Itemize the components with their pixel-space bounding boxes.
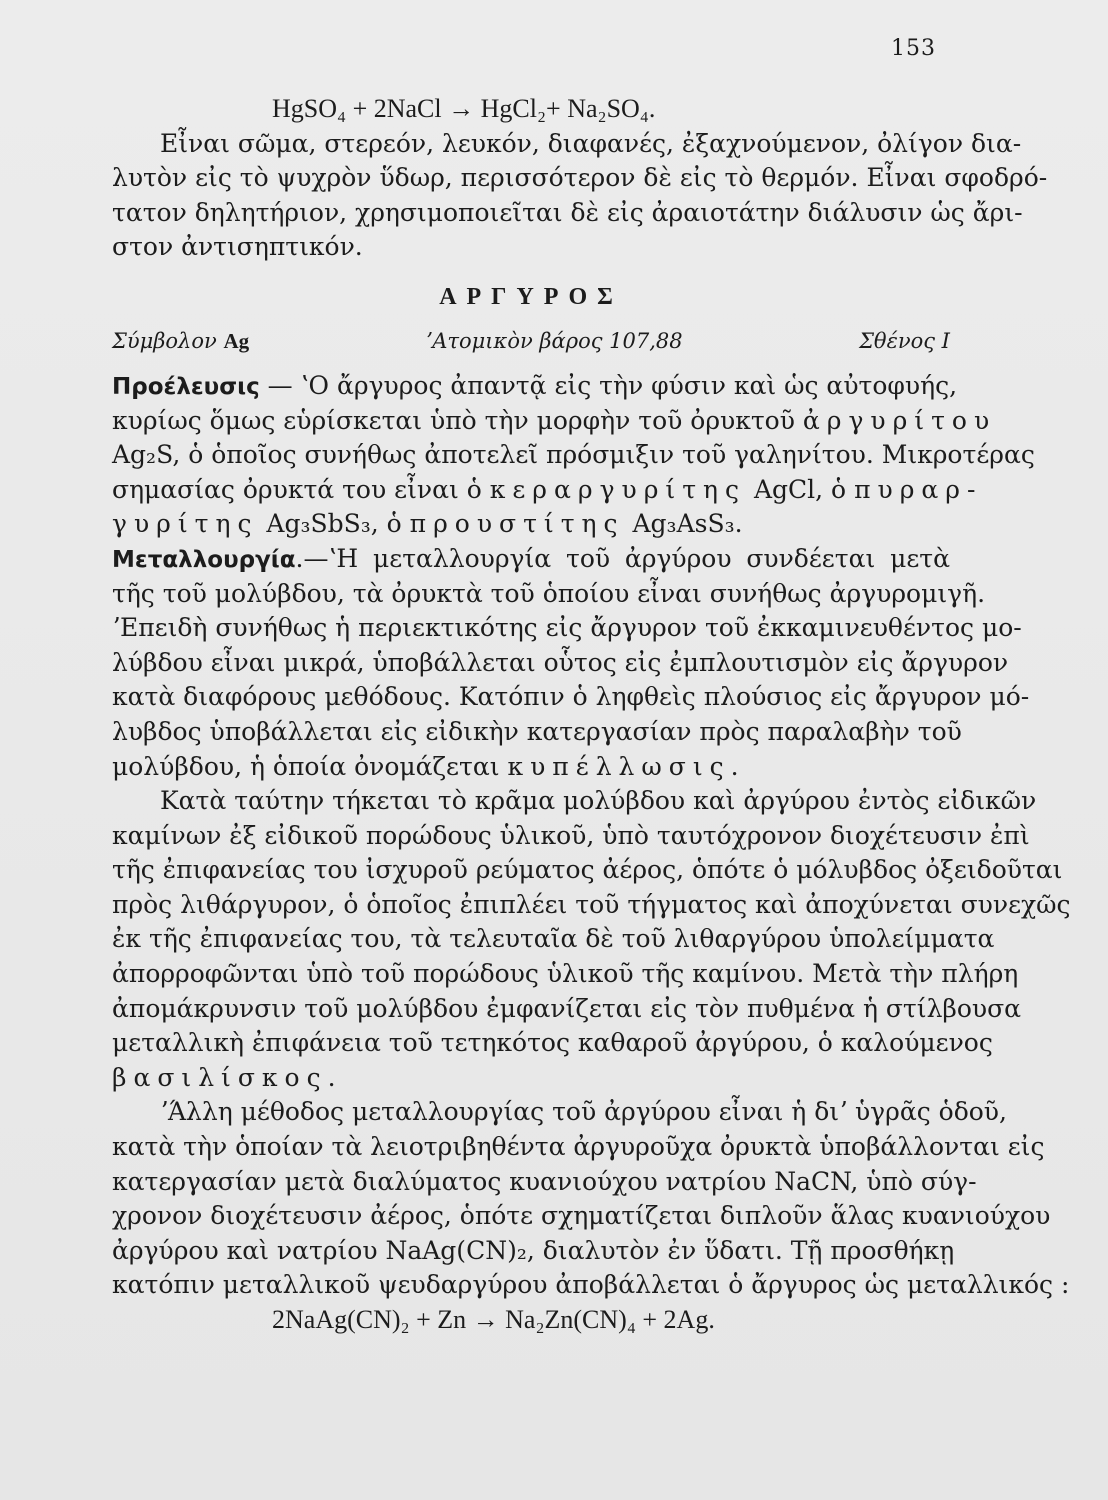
paragraph-line: στον ἀντισηπτικόν.: [112, 232, 363, 262]
paragraph-line: κυρίως ὅμως εὑρίσκεται ὑπὸ τὴν μορφὴν τοῦ ὀρυκτοῦ ἀργυρίτου: [112, 405, 997, 435]
paragraph-line: ʼΆλλη μέθοδος μεταλλουργίας τοῦ ἀργύρου εἶναι ἡ διʼ ὑγρᾶς ὁδοῦ,: [160, 1097, 1007, 1127]
paragraph-line: Κατὰ ταύτην τήκεται τὸ κρᾶμα μολύβδου καὶ ἀργύρου ἐντὸς εἰδικῶν: [160, 786, 1037, 816]
origin-term: Προέλευσις: [112, 373, 260, 400]
cyanide-reaction-formula: 2NaAg(CN)₂ + Zn → Na₂Zn(CN)₄ + 2Ag.: [272, 1305, 715, 1334]
symbol-label: Σύμβολον: [112, 328, 217, 353]
paragraph-line: σημασίας ὀρυκτά του εἶναι ὁ κεραργυρίτης AgCl, ὁ πυραρ-: [112, 474, 983, 504]
paragraph-line: λυβδος ὑποβάλλεται εἰς εἰδικὴν κατεργασίαν πρὸς παραλαβὴν τοῦ: [112, 716, 962, 746]
metallurgy-paragraph: [112, 542, 1030, 784]
mercury-chloride-paragraph: [112, 127, 1048, 265]
paragraph-line: κατεργασίαν μετὰ διαλύματος κυανιούχου νατρίου NaCN, ὑπὸ σύγ-: [112, 1166, 977, 1196]
paragraph-line: τῆς ἐπιφανείας του ἰσχυροῦ ρεύματος ἀέρος, ὁπότε ὁ μόλυβδος ὀξειδοῦται: [112, 855, 1063, 885]
paragraph-line: λυτὸν εἰς τὸ ψυχρὸν ὕδωρ, περισσότερον δὲ εἰς τὸ θερμόν. Εἶναι σφοδρό-: [112, 163, 1048, 193]
paragraph-line: Εἶναι σῶμα, στερεόν, λευκόν, διαφανές, ἐξαχνούμενον, ὀλίγον δια-: [160, 128, 1022, 158]
mineral-cerargyrite: κεραργυρίτης: [489, 474, 747, 504]
paragraph-line: χρονον διοχέτευσιν ἀέρος, ὁπότε σχηματίζεται διπλοῦν ἅλας κυανιούχου: [112, 1201, 1051, 1231]
cupellation-paragraph: [112, 784, 1071, 1095]
mineral-pyrargyrite: πυραρ-: [854, 474, 983, 504]
paragraph-line: ʼΕπειδὴ συνήθως ἡ περιεκτικότης εἰς ἄργυρον τοῦ ἐκκαμινευθέντος μο-: [112, 613, 1022, 643]
term-basiliskos: βασιλίσκος.: [112, 1062, 343, 1092]
paragraph-line: Προέλευσις — ʽΟ ἄργυρος ἀπαντᾷ εἰς τὴν φύσιν καὶ ὡς αὐτοφυής,: [112, 370, 958, 400]
page-content: [112, 92, 1071, 1338]
paragraph-line: τῆς τοῦ μολύβδου, τὰ ὀρυκτὰ τοῦ ὁποίου εἶναι συνήθως ἀργυρομιγῆ.: [112, 578, 986, 608]
paragraph-line: τατον δηλητήριον, χρησιμοποιεῖται δὲ εἰς ἀραιοτάτην διάλυσιν ὡς ἄρι-: [112, 197, 1023, 227]
paragraph-line: ἀργύρου καὶ νατρίου NaAg(CN)₂, διαλυτὸν ἐν ὕδατι. Τῇ προσθήκῃ: [112, 1235, 955, 1265]
paragraph-line: μολύβδου, ἡ ὁποία ὀνομάζεται κυπέλλωσις.: [112, 751, 746, 781]
symbol-value: Ag: [223, 328, 250, 353]
paragraph-line: κατόπιν μεταλλικοῦ ψευδαργύρου ἀποβάλλεται ὁ ἄργυρος ὡς μεταλλικός :: [112, 1270, 1070, 1300]
element-meta-row: [112, 319, 950, 363]
wet-method-paragraph: [112, 1095, 1070, 1303]
paragraph-line: κατὰ διαφόρους μεθόδους. Κατόπιν ὁ ληφθεὶς πλούσιος εἰς ἄργυρον μό-: [112, 682, 1030, 712]
atomic-weight: ʼΑτομικὸν βάρος 107,88: [425, 328, 683, 353]
paragraph-line: Ag₂S, ὁ ὁποῖος συνήθως ἀποτελεῖ πρόσμιξιν τοῦ γαληνίτου. Μικροτέρας: [112, 440, 1035, 470]
paragraph-line: ἀπορροφῶνται ὑπὸ τοῦ πορώδους ὑλικοῦ τῆς καμίνου. Μετὰ τὴν πλήρη: [112, 959, 1019, 989]
origin-paragraph: [112, 369, 1035, 542]
paragraph-line: μεταλλικὴ ἐπιφάνεια τοῦ τετηκότος καθαροῦ ἀργύρου, ὁ καλούμενος: [112, 1028, 993, 1058]
symbol-entry: [112, 319, 249, 363]
mineral-proustite: προυστίτης: [409, 509, 625, 539]
paragraph-line: λύβδου εἶναι μικρά, ὑποβάλλεται οὗτος εἰς ἐμπλουτισμὸν εἰς ἄργυρον: [112, 647, 1009, 677]
paragraph-line: πρὸς λιθάργυρον, ὁ ὁποῖος ἐπιπλέει τοῦ τήγματος καὶ ἀποχύνεται συνεχῶς: [112, 889, 1071, 919]
paragraph-line: ἐκ τῆς ἐπιφανείας του, τὰ τελευταῖα δὲ τοῦ λιθαργύρου ὑπολείμματα: [112, 924, 995, 954]
mineral-argentite: ἀργυρίτου: [802, 405, 997, 435]
paragraph-line: κατὰ τὴν ὁποίαν τὰ λειοτριβηθέντα ἀργυροῦχα ὀρυκτὰ ὑποβάλλονται εἰς: [112, 1132, 1045, 1162]
paragraph-line: ἀπομάκρυνσιν τοῦ μολύβδου ἐμφανίζεται εἰς τὸν πυθμένα ἡ στίλβουσα: [112, 993, 1022, 1023]
section-heading: ΑΡΓΥΡΟΣ: [439, 283, 623, 310]
term-cupellation: κυπέλλωσις.: [507, 751, 746, 781]
page-number: 153: [891, 36, 936, 61]
paragraph-line: Μεταλλουργία.—ʽΗ μεταλλουργία τοῦ ἀργύρου συνδέεται μετὰ: [112, 543, 950, 573]
paragraph-line: γυρίτης Ag₃SbS₃, ὁ προυστίτης Ag₃AsS₃.: [112, 509, 743, 539]
metallurgy-term: Μεταλλουργία: [112, 546, 296, 573]
valence: Σθένος I: [859, 328, 950, 353]
mercury-sulfate-formula: HgSO₄ + 2NaCl → HgCl₂+ Na₂SO₄.: [272, 94, 656, 123]
paragraph-line: καμίνων ἐξ εἰδικοῦ πορώδους ὑλικοῦ, ὑπὸ ταυτόχρονον διοχέτευσιν ἐπὶ: [112, 820, 1030, 850]
